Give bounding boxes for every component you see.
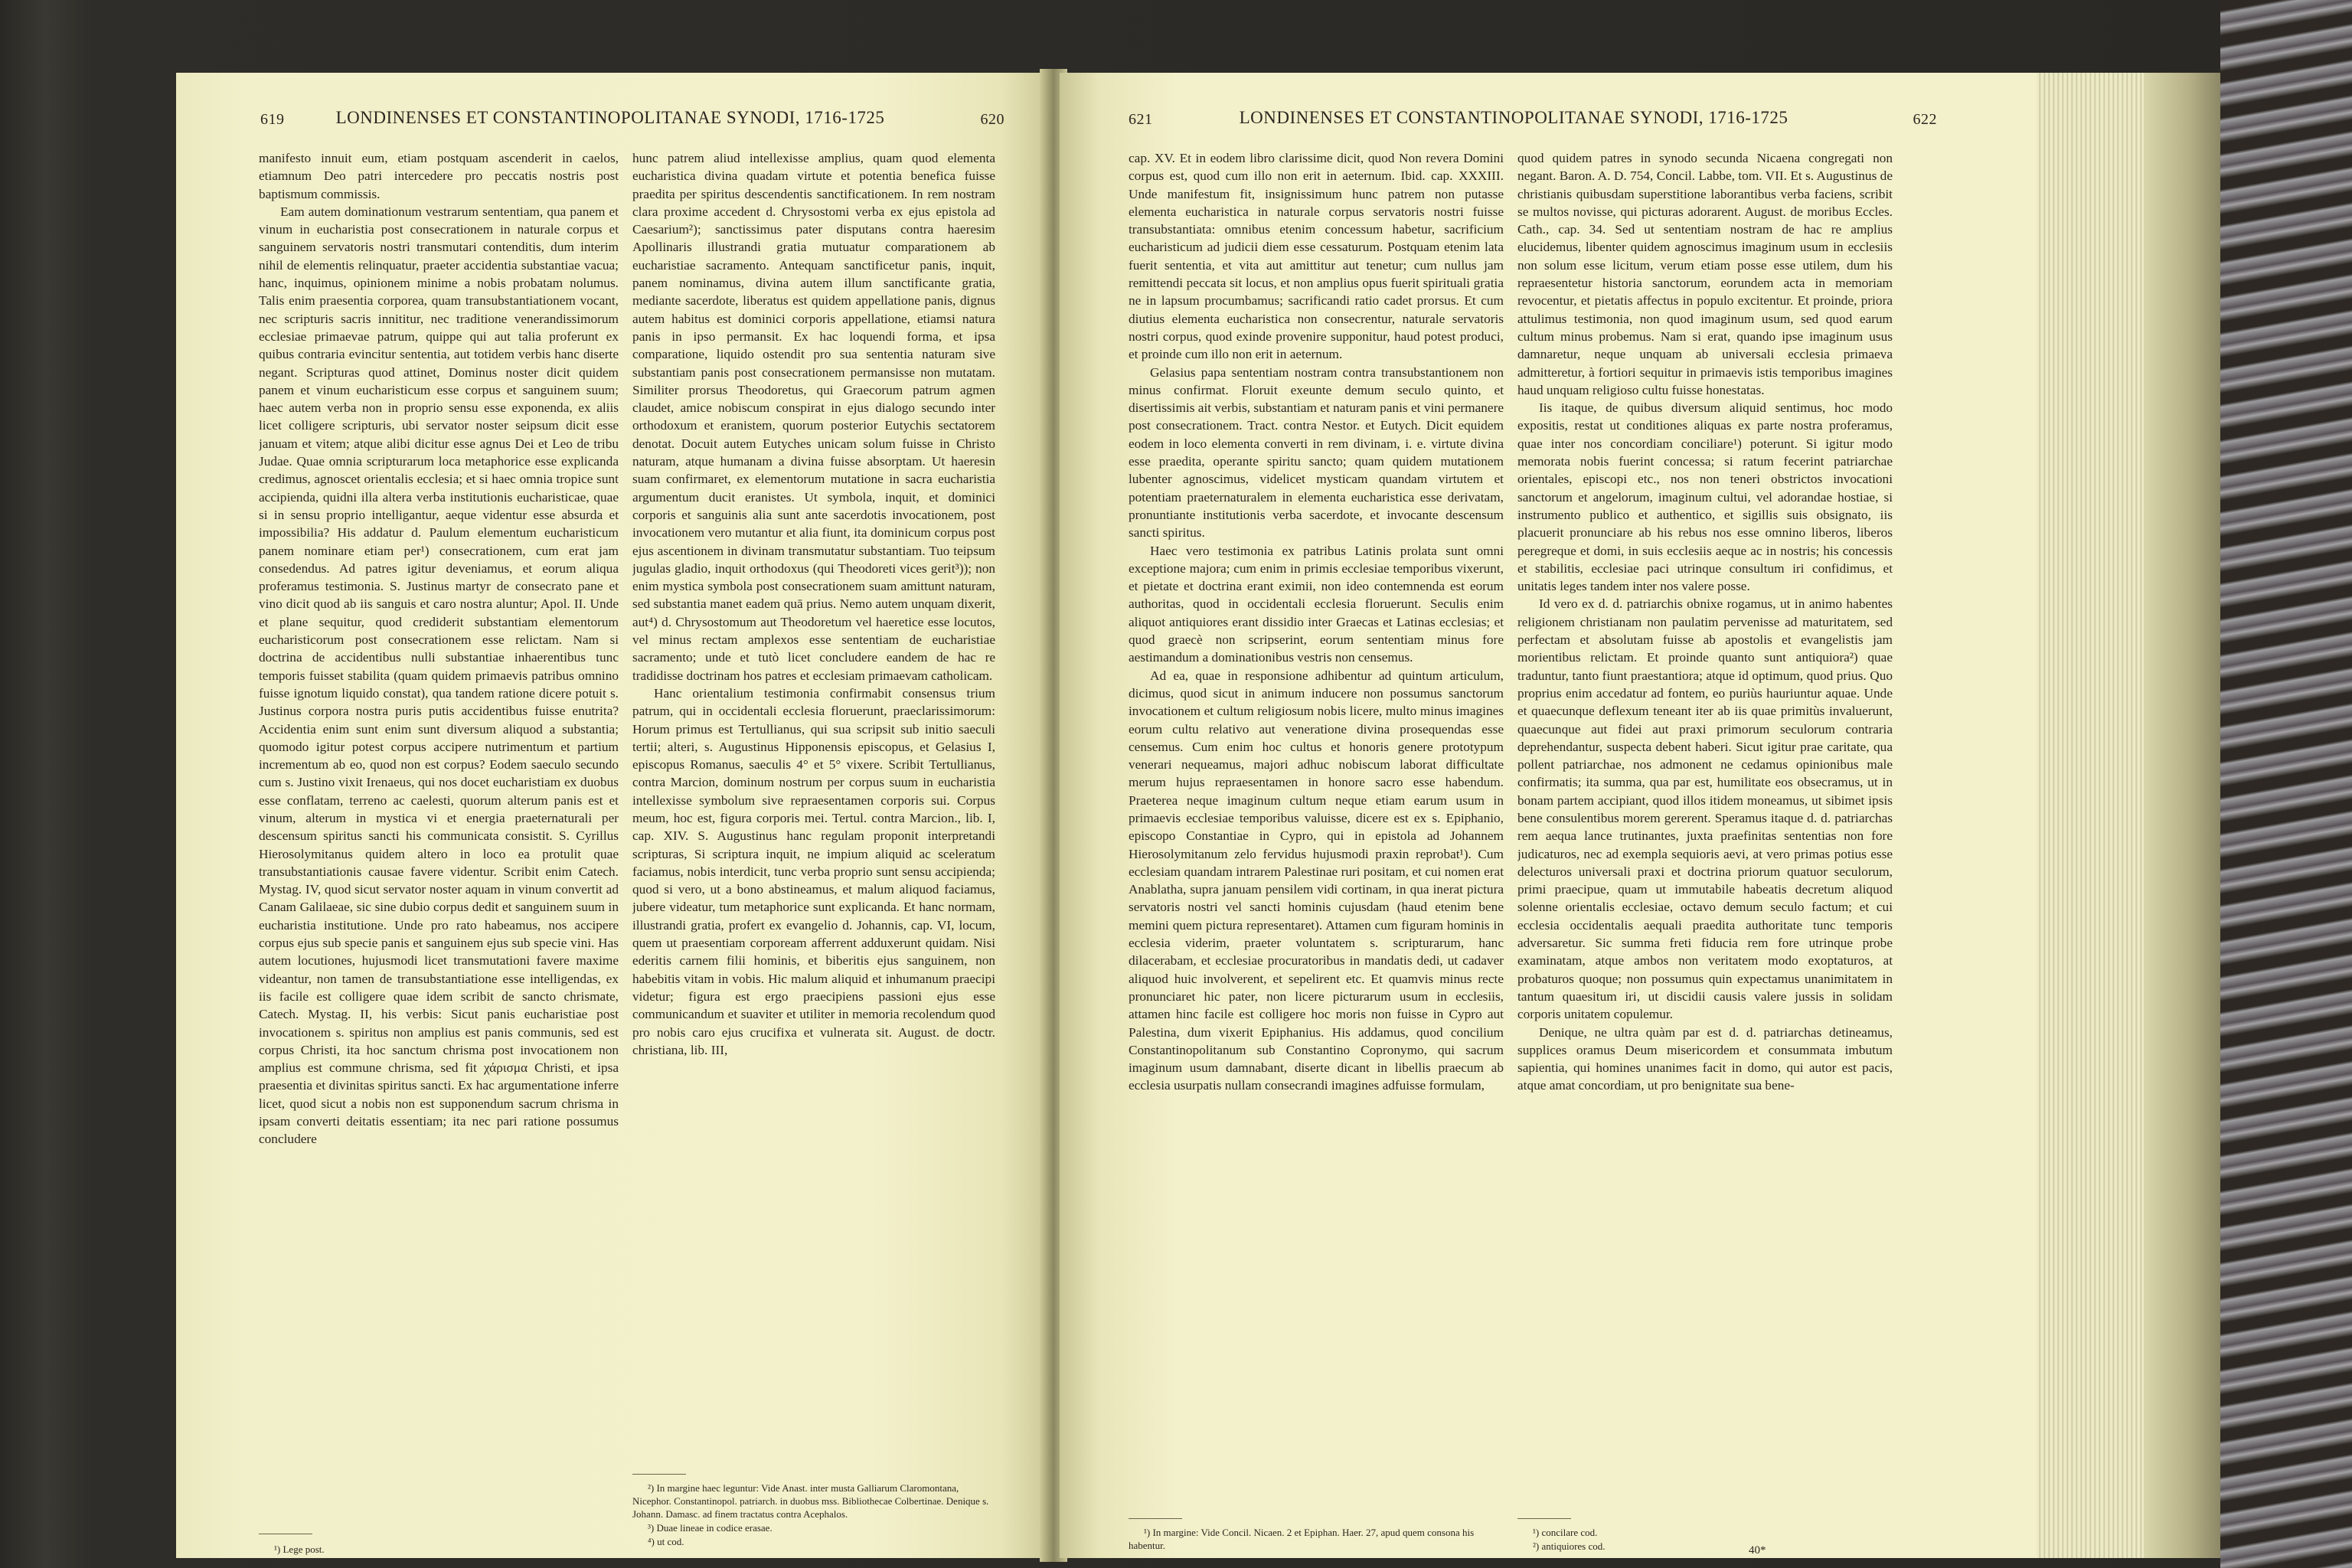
paragraph: quod quidem patres in synodo secunda Nicaena congregati non negant. Baron. A. D. 754, Concil. Labbe, tom. VII. Et s. Augustinus de christianis quibusdam superstitione laborantibus verba faciens, scribit se multos novisse, qui picturas adorarent. August. de moribus Eccles. Cath., cap. 34. Sed ut sententiam nostram de hac re amplius elucidemus, libenter quidem agnoscimus imaginum usum in ecclesiis non solum esse licitum, verum etiam posse esse utilem, dum his repraesentetur historia sanctorum, eorundem acta in memoriam revocentur, et pietatis affectus in populo excitentur. Et proinde, priora attulimus testimonia, non quod imaginum usum, sed quod earum cultum minus probemus. Nam si erat, quando ipse imaginum usus damnaretur, neque unquam ab universali ecclesia primaeva admitteretur, à fortiori sequitur in primaevis istis temporibus imagines haud unquam religioso cultu fuisse honestatas.	[1517, 151, 1893, 397]
page-number: 622	[1913, 111, 1937, 128]
right-page-footnotes-col-1	[1129, 1526, 1504, 1553]
paragraph: Id vero ex d. d. patriarchis obnixe rogamus, ut in animo habentes religionem christianam non paulatim pervenisse ad maturitatem, sed perfectam et absolutam fuisse ab apostolis et evangelistis jam morientibus relictam. Et proinde quanto sunt antiquiora²) quae traduntur, tanto fiunt praestantiora; atque id optimum, quod prius. Quo proprius enim accedatur ad fontem, eo puriùs hauriuntur aquae. Unde et quaecunque deflexum teneant iter ab iis quae primitùs invaluerunt, quaecunque aut fidei aut praxi primorum seculorum contraria deprehendantur, suspecta debent haberi. Sicut igitur prae caritate, qua pollent patriarchae, nos admonent ne cedamus opinionibus male confirmatis; ita summa, qua par est, humilitate eos obsecramus, ut in bonam partem accipiant, quod illos itidem moneamus, ut sibimet ipsis bene consulentibus morem gererent. Speramus itaque d. d. patriarchas rem aequa lance trutinantes, juxta praefinitas sententias non fore judicaturos, nec ad exempla sequioris aevi, at vero primas potius esse delecturos universali praxi et doctrina priorum quatuor seculorum, primi praecipue, quam ut immutabile habeatis decretum aliquod solenne orientalis ecclesiae, octavo demum seculo factum; et cui ecclesia occidentalis aequali praedita authoritate tunc temporis adversaretur. Sic summa freti fiducia rem fore utrinque probe examinatam, atque ambos non veritatem modo exoptaturos, at probaturos quoque; non possumus quin expectamus unanimitatem in tantum quaesitum iri, ut discidii causis valere jussis in solidam corporis unitatem copulemur.	[1517, 596, 1893, 1022]
left-page-footnotes-col-2	[632, 1481, 995, 1549]
left-page-column-1	[259, 149, 619, 1520]
right-page-column-2	[1517, 149, 1893, 1504]
left-page	[176, 73, 1044, 1558]
footnote: ⁴) ut cod.	[648, 1536, 684, 1547]
paragraph: Denique, ne ultra quàm par est d. d. patriarchas detineamus, supplices oramus Deum misericordem et consummata imbutum sapientia, qui homines unanimes facit in domo, qui autor est pacis, atque amat concordiam, ut pro benignitate sua bene-	[1517, 1024, 1893, 1093]
right-page-header	[1060, 103, 2037, 134]
paragraph: manifesto innuit eum, etiam postquam ascenderit in caelos, etiamnum Deo patri intercedere pro peccatis nostris post baptismum commissis.	[259, 151, 619, 201]
footnote: ¹) In margine: Vide Concil. Nicaen. 2 et Epiphan. Haer. 27, apud quem consona his habentur.	[1129, 1527, 1475, 1551]
signature-mark: 40*	[1749, 1544, 1766, 1557]
paragraph: cap. XV. Et in eodem libro clarissime dicit, quod Non revera Domini corpus est, quod cum illo non erit in aeternum. Ibid. cap. XXXIII. Unde manifestum fit, insignissimum hunc patrem non putasse elementa eucharistica in naturale corpus servatoris nostri fuisse transubstantiata: omnibus etenim concessum habetur, sacrificium eucharisticum ad judicii diem esse cessaturum. Postquam etenim lata fuerit sententia, et vita aut amittitur aut tenetur; cum nullus jam remittendi peccata sit locus, et non amplius opus fuerit spirituali gratia ne in lapsum procumbamus; sacrificandi ratio cadet prorsus. Et cum diutius elementa eucharistica non consecrentur, naturale servatoris nostri corpus, quod exinde provenire supponitur, haud potest produci, et proinde cum illo non erit in aeternum.	[1129, 151, 1504, 362]
left-page-header	[176, 103, 1044, 134]
page-number: 621	[1129, 111, 1153, 128]
footnote: ²) antiquiores cod.	[1533, 1540, 1606, 1552]
footnote-rule	[1129, 1518, 1182, 1519]
right-page-footnotes-col-2	[1517, 1526, 1770, 1553]
footnote-rule	[632, 1474, 686, 1475]
footnote: ¹) concilare cod.	[1533, 1527, 1598, 1538]
page-number: 619	[260, 111, 285, 128]
paragraph: Hanc orientalium testimonia confirmabit consensus trium patrum, qui in occidentali ecclesia floruerunt, praeclarissimorum: Horum primus est Tertullianus, qui sua scripsit sub initio saeculi tertii; alteri, s. Augustinus Hipponensis episcopus, et Gelasius I, episcopus Romanus, saeculis 4° et 5° vixere. Scribit Tertullianus, contra Marcion, dominum nostrum per corpus suum in eucharistia intellexisse symbolum sive repraesentamen corporis sui. Corpus meum, hoc est, figura corporis mei. Tertul. contra Marcion., lib. I, cap. XIV. S. Augustinus hanc regulam proponit interpretandi scripturas, Si scriptura inquit, ne impium aliquid ac sceleratum faciamus, nobis interdicit, tunc verba proprio sunt sensu accipienda; quod si vero, ut a bono abstineamus, et malum aliquod faciamus, jubere videatur, tum metaphorice sunt explicanda. Et hanc normam, illustrandi gratia, profert ex evangelio d. Johannis, cap. VI, locum, quem ut praesentiam corpoream afferrent adduxerunt quidam. Nisi ederitis carnem filii hominis, et biberitis ejus sanguinem, non habebitis vitam in vobis. Hic malum aliquid et inhumanum praecipi videtur; figura est ergo praecipiens passioni ejus esse communicandum et suaviter et utiliter in memoria recolendum quod pro nobis caro ejus crucifixa et vulnerata sit. August. de doctr. christiana, lib. III,	[632, 685, 995, 1057]
page-edges-shadow	[2144, 73, 2220, 1558]
stacked-page-edges	[2037, 73, 2144, 1558]
paragraph: Eam autem dominationum vestrarum sententiam, qua panem et vinum in eucharistia post consecrationem in naturale corpus et sanguinem servatoris nostri transmutari contenditis, dum interim nihil de elementis relinquatur, praeter accidentia substantiae vacua; hanc, inquimus, opinionem minime a nobis probatam nolumus. Talis enim praesentia corporea, quam transubstantiationem vocant, nec scripturis sacris innititur, nec traditione venerandissimorum ecclesiae primaevae patrum, quippe qui aut talia proferunt ex quibus contraria evincitur sententia, aut totidem verbis hanc diserte negant. Scripturas quod attinet, Dominus noster dicit quidem panem et vinum eucharisticum esse corpus et sanguinem suum; haec autem verba non in proprio sensu esse exponenda, ex aliis licet colligere scripturis, ubi servator noster seipsum dicit esse januam et vitem; atque alibi dicitur esse agnus Dei et Leo de tribu Judae. Quae omnia scripturarum loca metaphorice esse explicanda credimus, agnoscet orientalis ecclesia; et si haec omnia tropice sunt accipienda, quidni illa altera verba institutionis eucharisticae, quae si in sensu proprio intelligantur, aeque videntur esse absurda et impossibilia? His addatur d. Paulum elementum eucharisticum panem nominare etiam per¹) consecrationem, cum erat jam consedendus. Ad patres igitur deveniamus, et eorum aliqua proferamus testimonia. S. Justinus martyr de consecrato pane et vino dicit quod ab iis sanguis et caro nostra aluntur; Apol. II. Unde et plane sequitur, quod crediderit substantiam elementorum eucharisticorum post consecrationem esse relictam. Nam si doctrina de accidentibus nulli substantiae inhaerentibus tunc temporis fuisset stabilita (quam quidem primaevis patribus omnino fuisse ignotum liquido constat), qua tandem ratione dicere potuit s. Justinus corpora nostra puris putis accidentibus fuisse enutrita? Accidentia enim sunt enim sunt diversum aliquod a substantia; quomodo igitur potest corpus accipere nutrimentum et partium incrementum ab eo, quod non est corpus? Eodem saeculo secundo cum s. Justino vixit Irenaeus, qui nos docet eucharistiam ex duobus esse conflatam, terreno ac caelesti, quorum alterum panis est et vinum, alterum in mystica vi et energia praeternaturali per descensum spiritus sancti his communicata consistit. S. Cyrillus Hierosolymitanus quidem altero in loco ea protulit quae transubstantiationis causae favere videntur. Scribit enim Catech. Mystag. IV, quod sicut servator noster aquam in vinum convertit ad Canam Galilaeae, sic sine dubio corpus dedit et sanguinem suum in eucharistia institutione. Unde pro rato habeamus, nos accipere corpus ejus sub specie panis et sanguinem ejus sub specie vini. Has autem locutiones, hujusmodi licet transmutationi favere maxime videantur, non tamen de transubstantiatione esse intelligendas, ex iis facile est colligere quae idem scribit de sancto chrismate, Catech. Mystag. II, his verbis: Sicut panis eucharistiae post invocationem s. spiritus non amplius est panis communis, sed est corpus Christi, ita hoc sanctum chrisma post invocationem non amplius est commune chrisma, sed fit χάρισμα Christi, et ipsa praesentia et divinitas spiritus sancti. Ex hac argumentatione inferre licet, quod sicut a nobis non est supponendum sacrum chrisma in ipsam converti deitatis essentiam; ita nec pari ratione possumus concludere	[259, 204, 619, 1147]
marbled-book-edge	[2220, 0, 2352, 1568]
page-number: 620	[980, 111, 1004, 128]
footnote-rule	[1517, 1518, 1571, 1519]
paragraph: Haec vero testimonia ex patribus Latinis prolata sunt omni exceptione majora; cum enim in primis ecclesiae temporibus vixerunt, et pietate et doctrina erant eximii, non ideo contemnenda est eorum authoritas, quod in occidentali ecclesia floruerunt. Seculis enim aliquot antiquiores erant dissidio inter Graecas et Latinas ecclesias; et quod graecè non scripserint, eorum sententiam minus fore aestimandum a dominationibus vestris non censemus.	[1129, 543, 1504, 665]
footnote: ³) Duae lineae in codice erasae.	[648, 1522, 773, 1534]
paragraph: Ad ea, quae in responsione adhibentur ad quintum articulum, dicimus, quod sicut in animum inducere non possumus sanctorum invocationem et cultum religiosum nobis licere, multo minus imagines eorum cultu relativo aut veneratione divina prosequendas esse censemus. Cum enim hoc cultus et honoris genere prototypum venerari nequeamus, majori adhuc nobiscum laborat difficultate merum hujus repraesentamen in honore sacro esse habendum. Praeterea neque imaginum cultum neque etiam earum usum in primaevis ecclesiae temporibus valuisse, dicere est ex s. Epiphanio, episcopo Constantiae in Cypro, qui in epistola ad Johannem Hierosolymitanum zelo fervidus hujusmodi praxin reprobat¹). Cum ecclesiam quandam intrarem Palestinae ruri positam, et cui nomen erat Anablatha, supra januam pensilem vidi cortinam, in qua inerat pictura servatoris nostri vel sancti hominis cujusdam (haud etenim bene memini quem pictura representaret). Attamen cum figuram hominis in ecclesia viderim, praeter voluntatem s. scripturarum, hanc dilacerabam, et ecclesiae procuratoribus in mandatis dedi, ut cadaver aliquod huic involverent, et sepelirent etc. Et quamvis minus recte pronunciaret hic pater, non licere picturarum usum in ecclesiis, attamen hinc facile est colligere hoc moris non fuisse in Cypro aut Palestina, dum vixerit Epiphanius. His addamus, quod concilium Constantinopolitanum sub Constantino Copronymo, qui sacrum imaginum usum damnabant, diserte dicant in libellis praecum ab ecclesia usurpatis nullam consecrandi imagines adfuisse formulam,	[1129, 668, 1504, 1093]
footnote: ¹) Lege post.	[274, 1544, 325, 1555]
left-page-column-2	[632, 149, 995, 1466]
paragraph: hunc patrem aliud intellexisse amplius, quam quod elementa eucharistica divina quadam virtute et potentia benefica fuisse praedita per spiritus descendentis sanctificationem. In rem nostram clara proxime accedent d. Chrysostomi verba ex ejus epistola ad Caesarium²); sanctissimus pater disputans contra haeresim Apollinaris illustrandi gratia mutuatur comparationem ab eucharistiae sacramento. Antequam sanctificetur panis, inquit, panem nominamus, divina autem illum sanctificante gratia, mediante sacerdote, liberatus est quidem appellatione panis, dignus autem habitus est dominici corporis appellatione, etiamsi natura panis in ipso permansit. Ex hac loquendi forma, et ipsa comparatione, liquido ostendit pro sua sententia naturam sive substantiam panis post consecrationem permansisse non mutatam. Similiter prorsus Theodoretus, qui Graecorum patrum agmen claudet, amice nobiscum conspirat in ejus dialogo secundo inter orthodoxum et eranistem, quorum posterior Eutychis sectatorem denotat. Docuit autem Eutyches unicam solum fuisse in Christo naturam, atque humanam a divina fuisse absorptam. Ut haeresin suam confirmaret, ex elementorum mutatione in sacra eucharistia argumentum ducit eranistes. Ut symbola, inquit, et dominici corporis et sanguinis alia sunt ante sacerdotis invocationem, post invocationem vero mutantur et alia fiunt, ita dominicum corpus post ejus ascentionem in divinam transmutatur substantiam. Tuo teipsum jugulas gladio, inquit orthodoxus (qui Theodoreti vices gerit³)); non enim mystica symbola post consecrationem suam amittunt naturam, sed substantia manet eadem quā prius. Nemo autem unquam dixerit, aut⁴) d. Chrysostomum aut Theodoretum vel haeretice esse locutos, vel minus rectam amplexos esse sententiam de eucharistiae sacramento; unde et tutò licet concludere eandem de hac re tradidisse doctrinam hos patres et ecclesiam primaevam catholicam.	[632, 151, 995, 683]
left-page-footnotes-col-1	[259, 1543, 619, 1557]
right-page-column-1	[1129, 149, 1504, 1504]
running-title: LONDINENSES ET CONSTANTINOPOLITANAE SYNODI, 1716-1725	[335, 108, 885, 127]
right-page	[1060, 73, 2037, 1558]
paragraph: Iis itaque, de quibus diversum aliquid sentimus, hoc modo expositis, restat ut conditiones aliquas ex parte nostra proferamus, quae inter nos concordiam conciliare¹) poterunt. Si igitur modo memorata nobis fuerint concessa; si ratum fecerint patriarchae orientales, episcopi etc., nos non teneri obstrictos invocationi sanctorum et angelorum, imaginum cultui, vel adorandae hostiae, si instrumento publico et authentico, et sigillis suis obsignato, iis placuerit pronunciare ab his rebus nos esse omnino liberos, liberos peregreque et domi, in suis ecclesiis aeque ac in nostris; his concessis et stabilitis, ecclesiae paci utrinque consultum iri confidimus, et unitatis leges tandem inter nos valere posse.	[1517, 400, 1893, 594]
running-title: LONDINENSES ET CONSTANTINOPOLITANAE SYNODI, 1716-1725	[1239, 108, 1788, 127]
paragraph: Gelasius papa sententiam nostram contra transubstantionem non minus confirmat. Floruit exeunte demum seculo quinto, et disertissimis ait verbis, substantiam et naturam panis et vini permanere post consecrationem. Tract. contra Nestor. et Eutych. Dicit equidem eodem in loco elementa converti in rem divinam, i. e. virtute divina esse praedita, operante spiritu sancto; quam quidem mutationem lubenter agnoscimus, videlicet mysticam quandam virtutem et potentiam praeternaturalem in elementa eucharistica esse derivatam, pronuntiante institutionis verba sacerdote, et invocante descensum sancti spiritus.	[1129, 364, 1504, 541]
footnote: ²) In margine haec leguntur: Vide Anast. inter musta Galliarum Claromontana, Nicephor. Constantinopol. patriarch. in duobus mss. Bibliothecae Colbertinae. Denique s. Johann. Damasc. ad finem tractatus contra Acephalos.	[632, 1482, 989, 1520]
